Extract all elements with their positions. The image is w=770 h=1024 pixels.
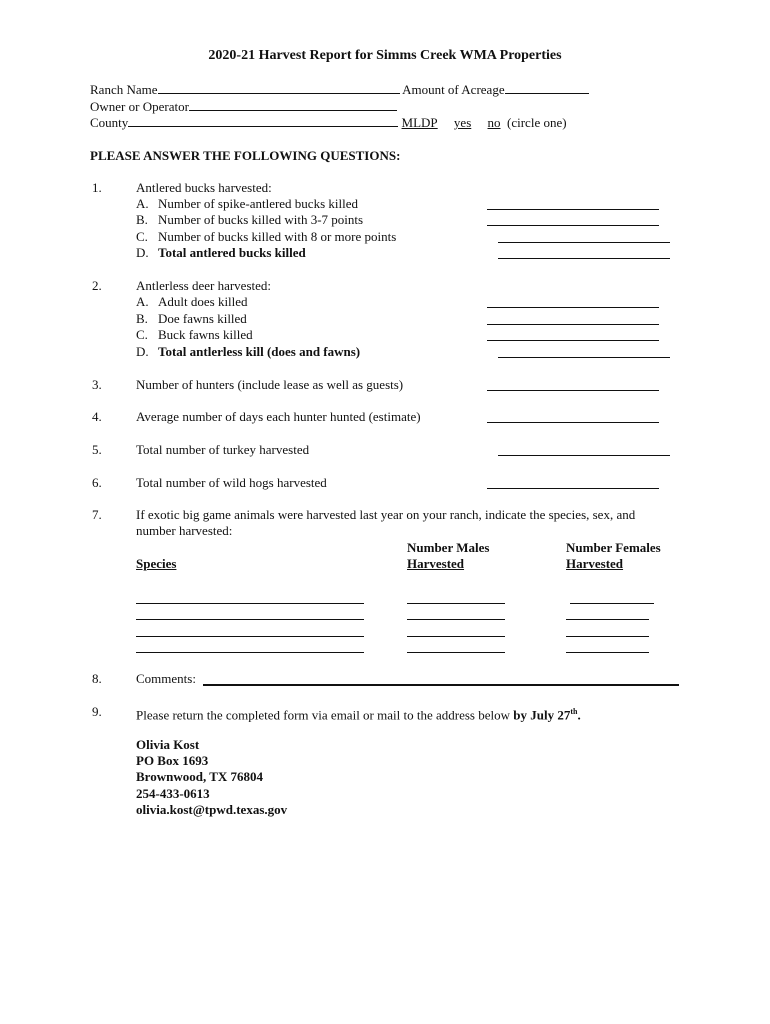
- form-title: 2020-21 Harvest Report for Simms Creek WMA Properties: [208, 48, 562, 63]
- species-field-2[interactable]: [136, 619, 364, 620]
- q2-item-d: D. Total antlerless kill (does and fawns): [136, 344, 361, 359]
- q6-number: 6.: [92, 475, 102, 490]
- ranch-name-label: Ranch Name: [90, 82, 158, 97]
- contact-name: Olivia Kost: [136, 737, 200, 752]
- females-field-1[interactable]: [570, 603, 654, 604]
- species-column-heading: Species: [136, 556, 177, 571]
- species-field-1[interactable]: [136, 603, 364, 604]
- q3-number: 3.: [92, 377, 102, 392]
- acreage-field[interactable]: [505, 82, 589, 94]
- q8-number: 8.: [92, 671, 102, 686]
- comments-label: Comments:: [136, 671, 196, 686]
- males-field-4[interactable]: [407, 652, 505, 653]
- females-field-2[interactable]: [566, 619, 649, 620]
- q2-item-b: B. Doe fawns killed: [136, 311, 247, 326]
- species-field-4[interactable]: [136, 652, 364, 653]
- q9-text: Please return the completed form via email or mail to the address below by July 27th.: [136, 707, 581, 723]
- females-column-heading-1: Number Females: [566, 540, 661, 555]
- county-field[interactable]: [128, 115, 398, 127]
- q2-item-a: A. Adult does killed: [136, 294, 248, 309]
- owner-row: [90, 99, 397, 116]
- q1-item-a: A. Number of spike-antlered bucks killed: [136, 196, 358, 211]
- mldp-label: MLDP: [401, 115, 438, 130]
- comments-field[interactable]: [203, 684, 679, 686]
- females-field-4[interactable]: [566, 652, 649, 653]
- q7-text-line2: number harvested:: [136, 523, 233, 538]
- q3-answer-field[interactable]: [487, 390, 659, 391]
- q2a-answer-field[interactable]: [487, 307, 659, 308]
- q9-number: 9.: [92, 704, 102, 719]
- q6-text: Total number of wild hogs harvested: [136, 475, 327, 490]
- q1-text: Antlered bucks harvested:: [136, 180, 272, 195]
- males-field-3[interactable]: [407, 636, 505, 637]
- q2-item-c: C. Buck fawns killed: [136, 327, 253, 342]
- q1-item-d: D. Total antlered bucks killed: [136, 245, 306, 260]
- mldp-no-option[interactable]: no: [487, 115, 501, 130]
- males-column-heading-2: Harvested: [407, 556, 465, 571]
- ranch-name-row: [90, 82, 589, 99]
- q4-answer-field[interactable]: [487, 422, 659, 423]
- instructions-heading: PLEASE ANSWER THE FOLLOWING QUESTIONS:: [90, 148, 401, 163]
- county-label: County: [90, 115, 129, 130]
- owner-field[interactable]: [189, 99, 397, 111]
- q1-item-b: B. Number of bucks killed with 3-7 points: [136, 212, 364, 227]
- q5-answer-field[interactable]: [498, 455, 670, 456]
- q4-text: Average number of days each hunter hunted (estimate): [136, 409, 421, 424]
- species-field-3[interactable]: [136, 636, 364, 637]
- q3-text: Number of hunters (include lease as well as guests): [136, 377, 404, 392]
- deadline: by July 27: [513, 707, 571, 723]
- q2c-answer-field[interactable]: [487, 340, 659, 341]
- q2-number: 2.: [92, 278, 102, 293]
- q7-text-line1: If exotic big game animals were harvested last year on your ranch, indicate the species, sex, and: [136, 507, 636, 522]
- q5-text: Total number of turkey harvested: [136, 442, 310, 457]
- q6-answer-field[interactable]: [487, 488, 659, 489]
- q2-text: Antlerless deer harvested:: [136, 278, 272, 293]
- females-column-heading-2: Harvested: [566, 556, 624, 571]
- q1c-answer-field[interactable]: [498, 242, 670, 243]
- q1a-answer-field[interactable]: [487, 209, 659, 210]
- acreage-label: Amount of Acreage: [402, 82, 505, 97]
- q1d-answer-field[interactable]: [498, 258, 670, 259]
- q5-number: 5.: [92, 442, 102, 457]
- males-column-heading-1: Number Males: [407, 540, 490, 555]
- q1-item-c: C. Number of bucks killed with 8 or more points: [136, 229, 397, 244]
- ranch-name-field[interactable]: [158, 82, 400, 94]
- females-field-3[interactable]: [566, 636, 649, 637]
- owner-label: Owner or Operator: [90, 99, 189, 114]
- males-field-1[interactable]: [407, 603, 505, 604]
- q1-number: 1.: [92, 180, 102, 195]
- q7-number: 7.: [92, 507, 102, 522]
- contact-phone: 254-433-0613: [136, 786, 210, 801]
- mldp-yes-option[interactable]: yes: [453, 115, 472, 130]
- q2d-answer-field[interactable]: [498, 357, 670, 358]
- county-row: [90, 115, 567, 132]
- circle-one-hint: (circle one): [507, 115, 567, 130]
- q4-number: 4.: [92, 409, 102, 424]
- contact-email[interactable]: olivia.kost@tpwd.texas.gov: [136, 802, 288, 817]
- males-field-2[interactable]: [407, 619, 505, 620]
- q1b-answer-field[interactable]: [487, 225, 659, 226]
- q2b-answer-field[interactable]: [487, 324, 659, 325]
- contact-city: Brownwood, TX 76804: [136, 769, 264, 784]
- contact-po-box: PO Box 1693: [136, 753, 209, 768]
